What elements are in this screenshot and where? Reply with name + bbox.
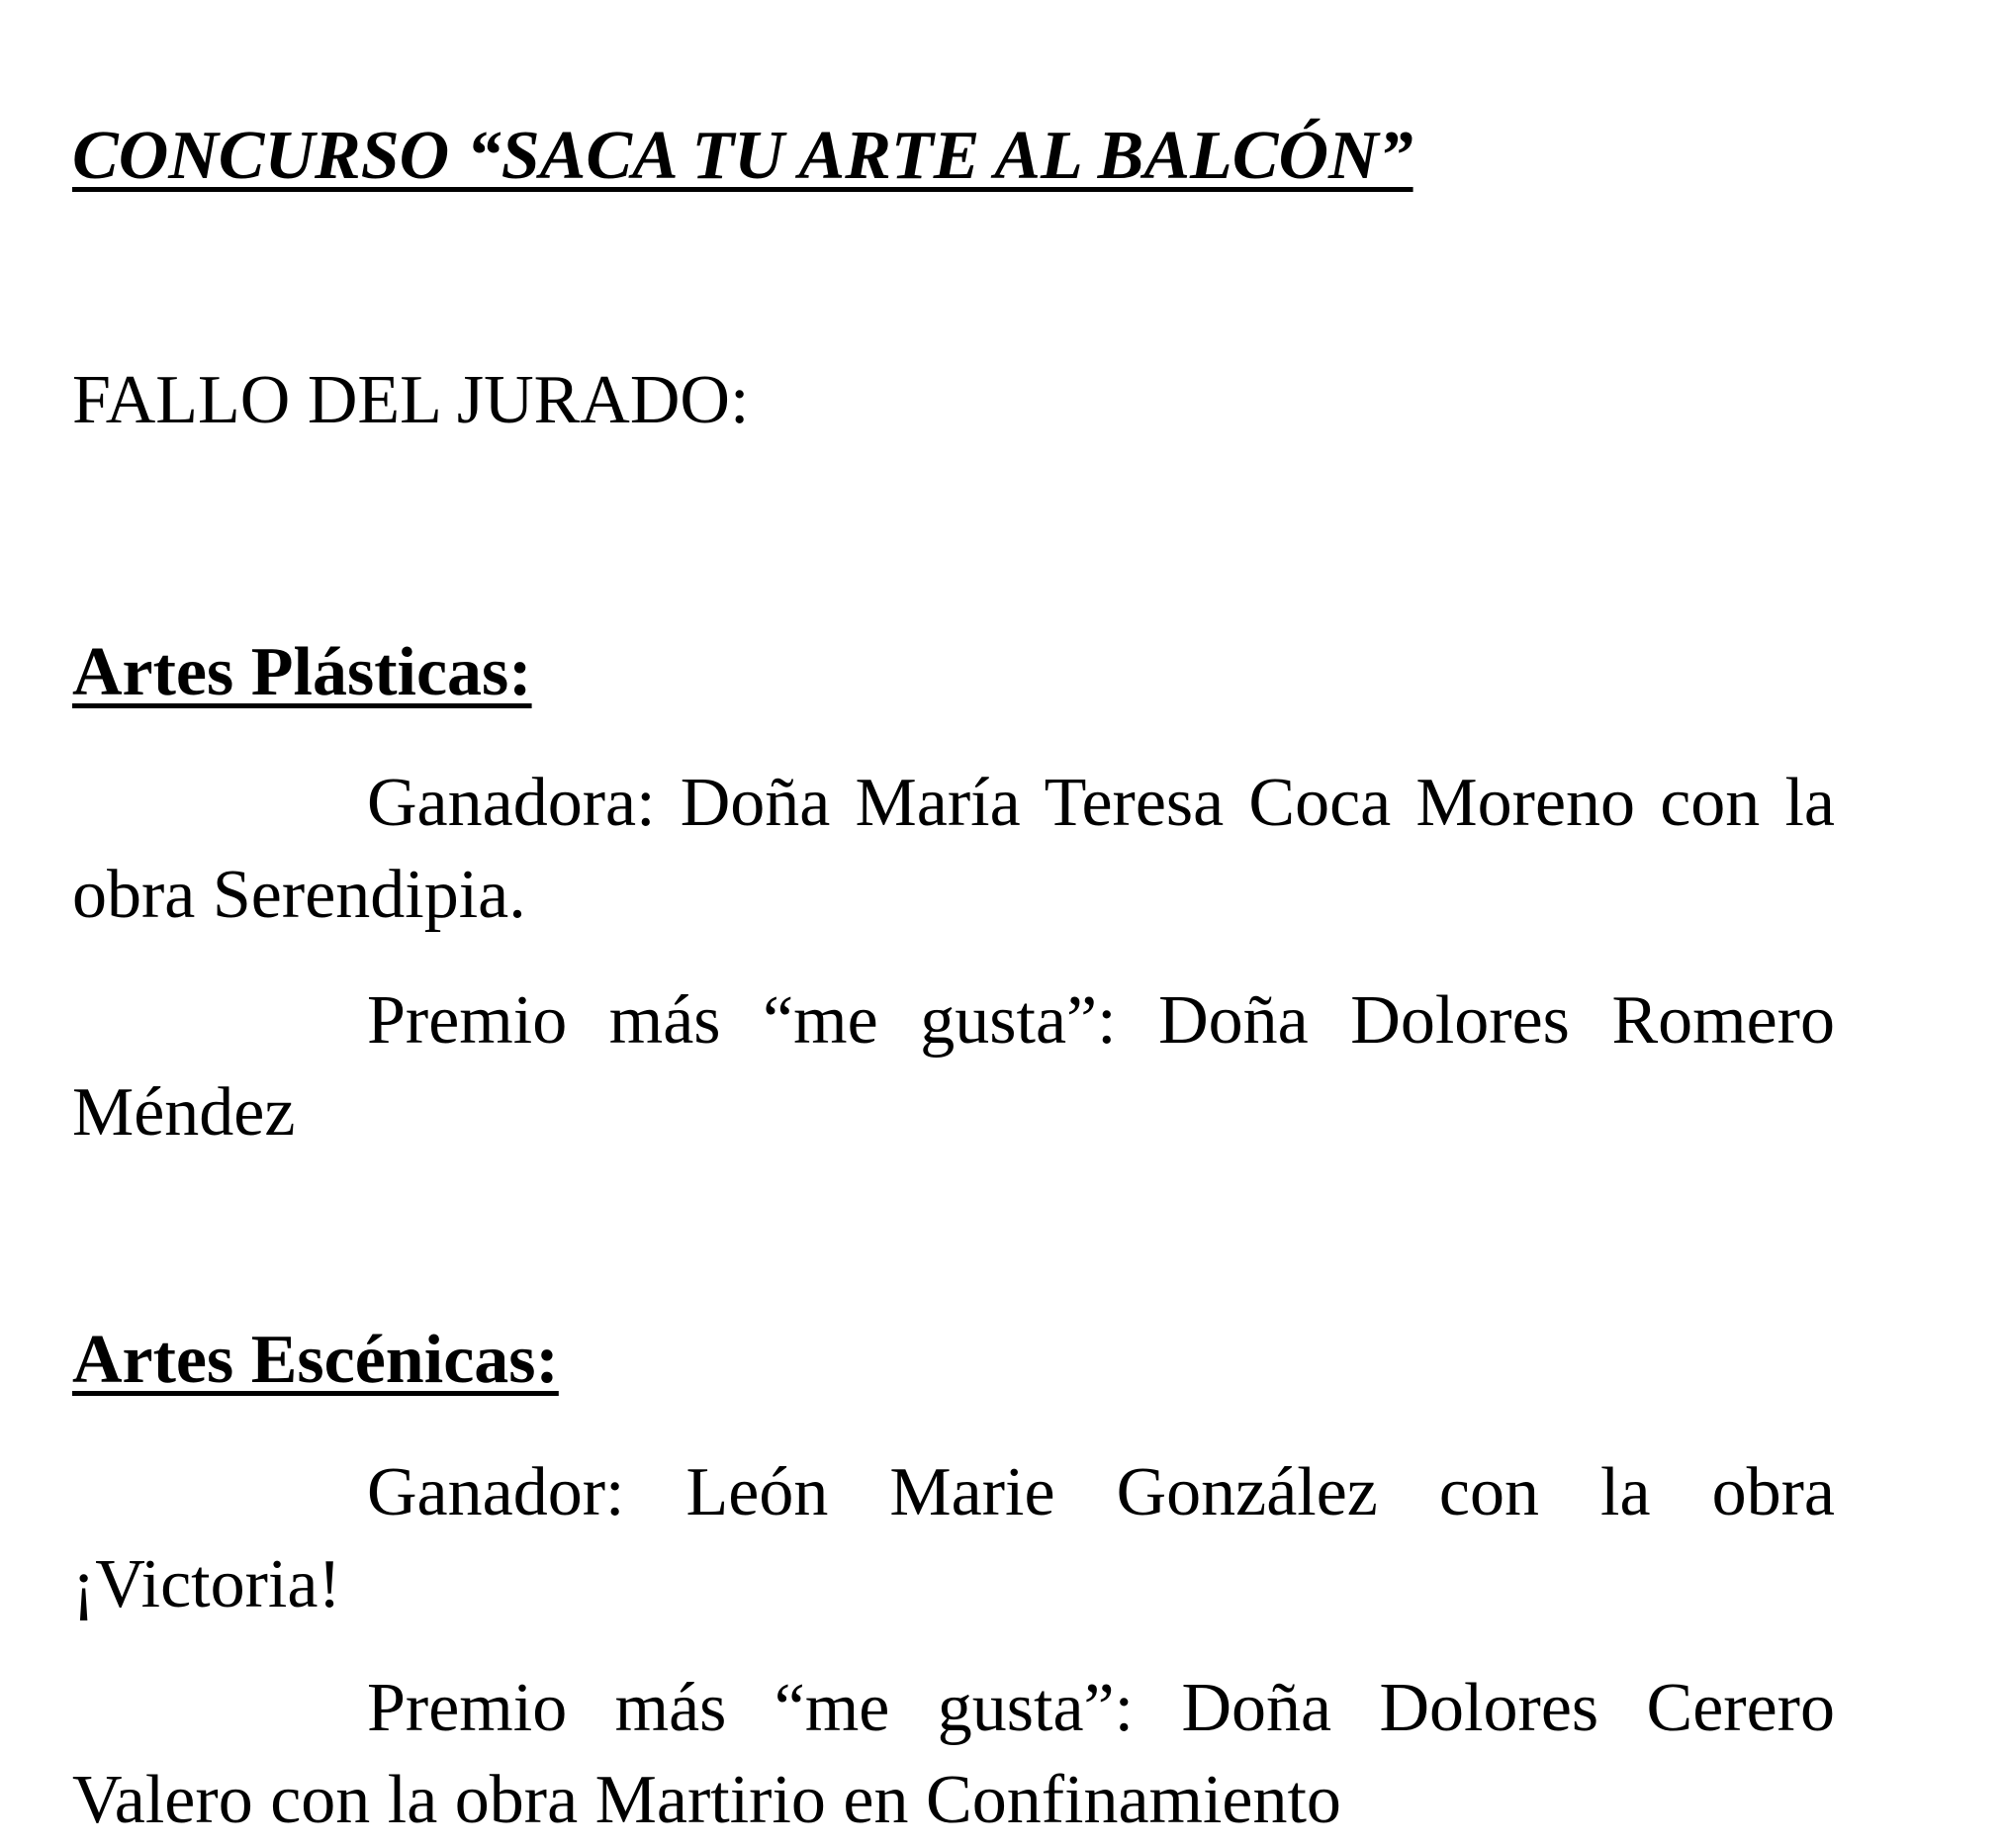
section-heading-artes-escenicas: Artes Escénicas:: [72, 1322, 559, 1398]
paragraph-winner-artes-escenicas: Ganador: León Marie González con la obra ¡Victoria!: [72, 1454, 1835, 1622]
document-title: CONCURSO “SACA TU ARTE AL BALCÓN”: [72, 118, 1413, 194]
paragraph-likes-award-artes-plasticas: Premio más “me gusta”: Doña Dolores Romero Méndez: [72, 982, 1835, 1151]
paragraph-likes-award-artes-escenicas: Premio más “me gusta”: Doña Dolores Cerero Valero con la obra Martirio en Confinamiento: [72, 1670, 1835, 1838]
paragraph-winner-artes-plasticas: Ganadora: Doña María Teresa Coca Moreno con la obra Serendipia.: [72, 765, 1835, 933]
section-heading-artes-plasticas: Artes Plásticas:: [72, 634, 532, 710]
jury-verdict-heading: FALLO DEL JURADO:: [72, 362, 750, 438]
